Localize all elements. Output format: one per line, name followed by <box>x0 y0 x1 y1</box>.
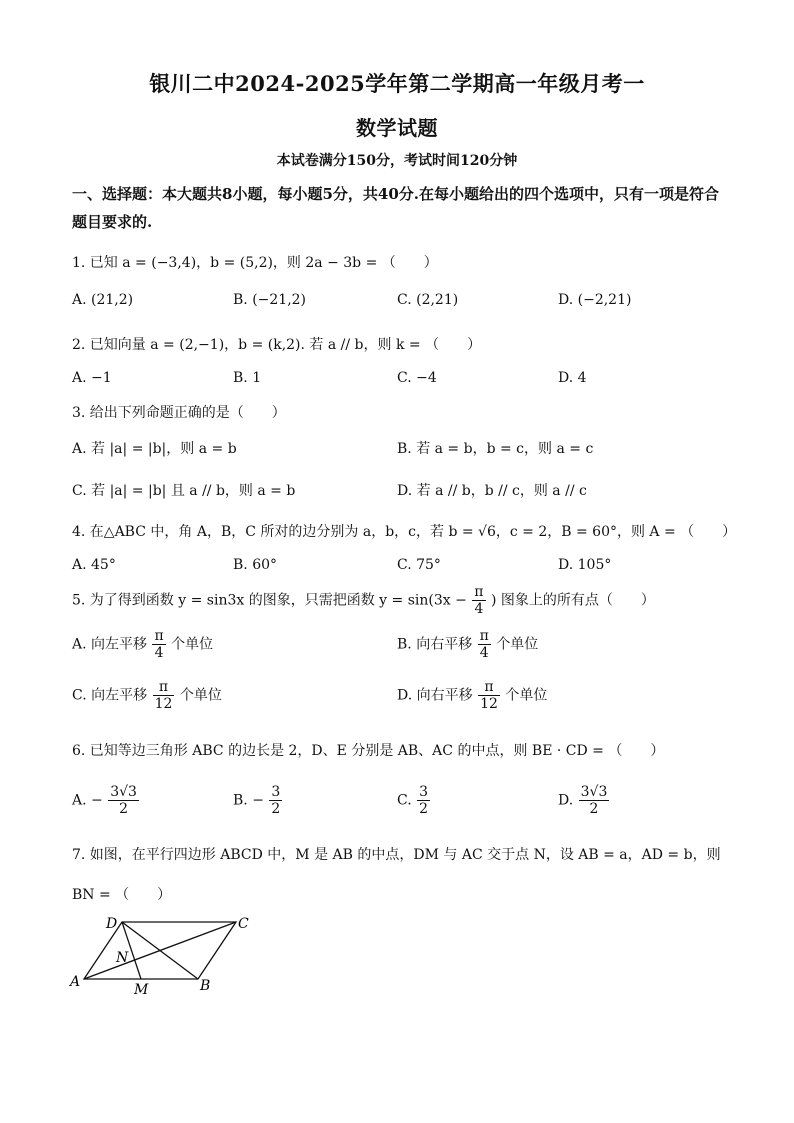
question-7-stem-2: BN = （ ） <box>72 887 172 903</box>
q5-b-den: 4 <box>479 645 489 661</box>
section-heading: 一、选择题：本大题共8小题，每小题5分，共40分.在每小题给出的四个选项中，只有一项是符合题目要求的. <box>72 185 719 231</box>
q6-a-fraction <box>108 784 139 817</box>
q1-option-b: B. (−21,2) <box>233 292 307 308</box>
question-4-stem: 4. 在△ABC 中，角 A，B，C 所对的边分别为 a，b，c，若 b = √6，c = 2，B = 60°，则 A = （ ） <box>72 524 737 540</box>
q4-option-c: C. 75° <box>397 557 441 573</box>
q5-b-unit: 个单位 <box>496 636 539 653</box>
q5-option-c <box>72 679 222 712</box>
q5-c-den: 12 <box>154 696 173 712</box>
q5-a-den: 4 <box>154 645 164 661</box>
q4-option-d: D. 105° <box>558 557 612 573</box>
q5-a-fraction <box>152 628 165 661</box>
q3-option-c: C. 若 |a| = |b| 且 a // b，则 a = b <box>72 483 296 499</box>
q6-option-c <box>397 784 431 817</box>
diagonal-bd <box>122 922 198 979</box>
q5-b-fraction <box>478 628 491 661</box>
q5-d-fraction <box>478 679 500 712</box>
q5-c-num: π <box>153 679 175 696</box>
q5-stem-fraction <box>472 584 485 617</box>
question-7-stem: 7. 如图，在平行四边形 ABCD 中，M 是 AB 的中点，DM 与 AC 交于点 N，设 AB = a，AD = b，则 <box>72 847 721 863</box>
question-1-stem: 1. 已知 a = (−3,4)，b = (5,2)，则 2a − 3b = （ ） <box>72 255 438 271</box>
q5-stem-frac-den: 4 <box>474 601 484 617</box>
q1-option-a: A. (21,2) <box>72 292 134 308</box>
q5-d-text: D. 向右平移 <box>397 687 473 704</box>
q6-b-den: 2 <box>271 801 281 817</box>
q6-a-den: 2 <box>119 801 129 817</box>
label-m: M <box>134 982 149 998</box>
q5-a-text: A. 向左平移 <box>72 636 148 653</box>
label-n: N <box>116 950 129 966</box>
question-3-stem: 3. 给出下列命题正确的是（ ） <box>72 405 286 421</box>
q4-option-b: B. 60° <box>233 557 278 573</box>
label-b: B <box>200 978 211 994</box>
q6-option-d <box>558 784 610 817</box>
q6-c-text: C. <box>397 792 412 809</box>
q6-a-num: 3√3 <box>110 784 137 800</box>
q2-option-a: A. −1 <box>72 370 112 386</box>
q5-d-unit: 个单位 <box>505 687 548 704</box>
exam-subject: 数学试题 <box>356 116 438 140</box>
q3-option-b: B. 若 a = b，b = c，则 a = c <box>397 441 594 457</box>
q6-b-fraction <box>269 784 282 817</box>
q1-option-d: D. (−2,21) <box>558 292 632 308</box>
q4-option-a: A. 45° <box>72 557 116 573</box>
q6-c-num: 3 <box>419 784 429 800</box>
q2-option-c: C. −4 <box>397 370 437 386</box>
label-a: A <box>70 974 81 990</box>
q6-d-den: 2 <box>589 801 599 817</box>
q6-d-text: D. <box>558 792 574 809</box>
question-6-stem: 6. 已知等边三角形 ABC 的边长是 2，D、E 分别是 AB、AC 的中点，则 BE · CD = （ ） <box>72 743 665 759</box>
question-2-stem: 2. 已知向量 a = (2,−1)，b = (k,2). 若 a // b，则 k = （ ） <box>72 337 482 353</box>
q6-d-fraction <box>579 784 610 817</box>
q5-option-a <box>72 628 213 661</box>
q5-a-unit: 个单位 <box>171 636 214 653</box>
q5-d-den: 12 <box>480 696 498 712</box>
q6-b-num: 3 <box>271 784 281 800</box>
q6-option-a <box>72 784 140 817</box>
q6-option-b <box>233 784 283 817</box>
q5-d-num: π <box>478 679 500 696</box>
label-d: D <box>106 916 118 932</box>
q5-stem-pre: 5. 为了得到函数 y = sin3x 的图象，只需把函数 y = sin(3x − <box>72 592 467 609</box>
question-5-stem <box>72 584 655 617</box>
q5-b-text: B. 向右平移 <box>397 636 473 653</box>
q6-c-fraction <box>417 784 430 817</box>
parallelogram-figure <box>66 908 266 1000</box>
q5-option-d <box>397 679 547 712</box>
q5-c-fraction <box>153 679 175 712</box>
q6-c-den: 2 <box>419 801 429 817</box>
label-c: C <box>238 916 249 932</box>
q6-d-num: 3√3 <box>580 784 608 800</box>
exam-info: 本试卷满分150分，考试时间120分钟 <box>276 153 518 169</box>
q5-option-b <box>397 628 538 661</box>
q3-option-d: D. 若 a // b，b // c，则 a // c <box>397 483 587 499</box>
q5-c-text: C. 向左平移 <box>72 687 148 704</box>
q2-option-b: B. 1 <box>233 370 262 386</box>
exam-title: 银川二中2024-2025学年第二学期高一年级月考一 <box>149 71 645 96</box>
q5-stem-post: ) 图象上的所有点（ ） <box>490 592 655 609</box>
q6-b-text: B. − <box>233 792 264 809</box>
q5-c-unit: 个单位 <box>179 687 222 704</box>
q5-a-num: π <box>154 628 164 644</box>
q5-stem-frac-num: π <box>474 584 484 600</box>
q3-option-a: A. 若 |a| = |b|，则 a = b <box>72 441 237 457</box>
q6-a-text: A. − <box>72 792 103 809</box>
q2-option-d: D. 4 <box>558 370 587 386</box>
q1-option-c: C. (2,21) <box>397 292 459 308</box>
q5-b-num: π <box>479 628 489 644</box>
